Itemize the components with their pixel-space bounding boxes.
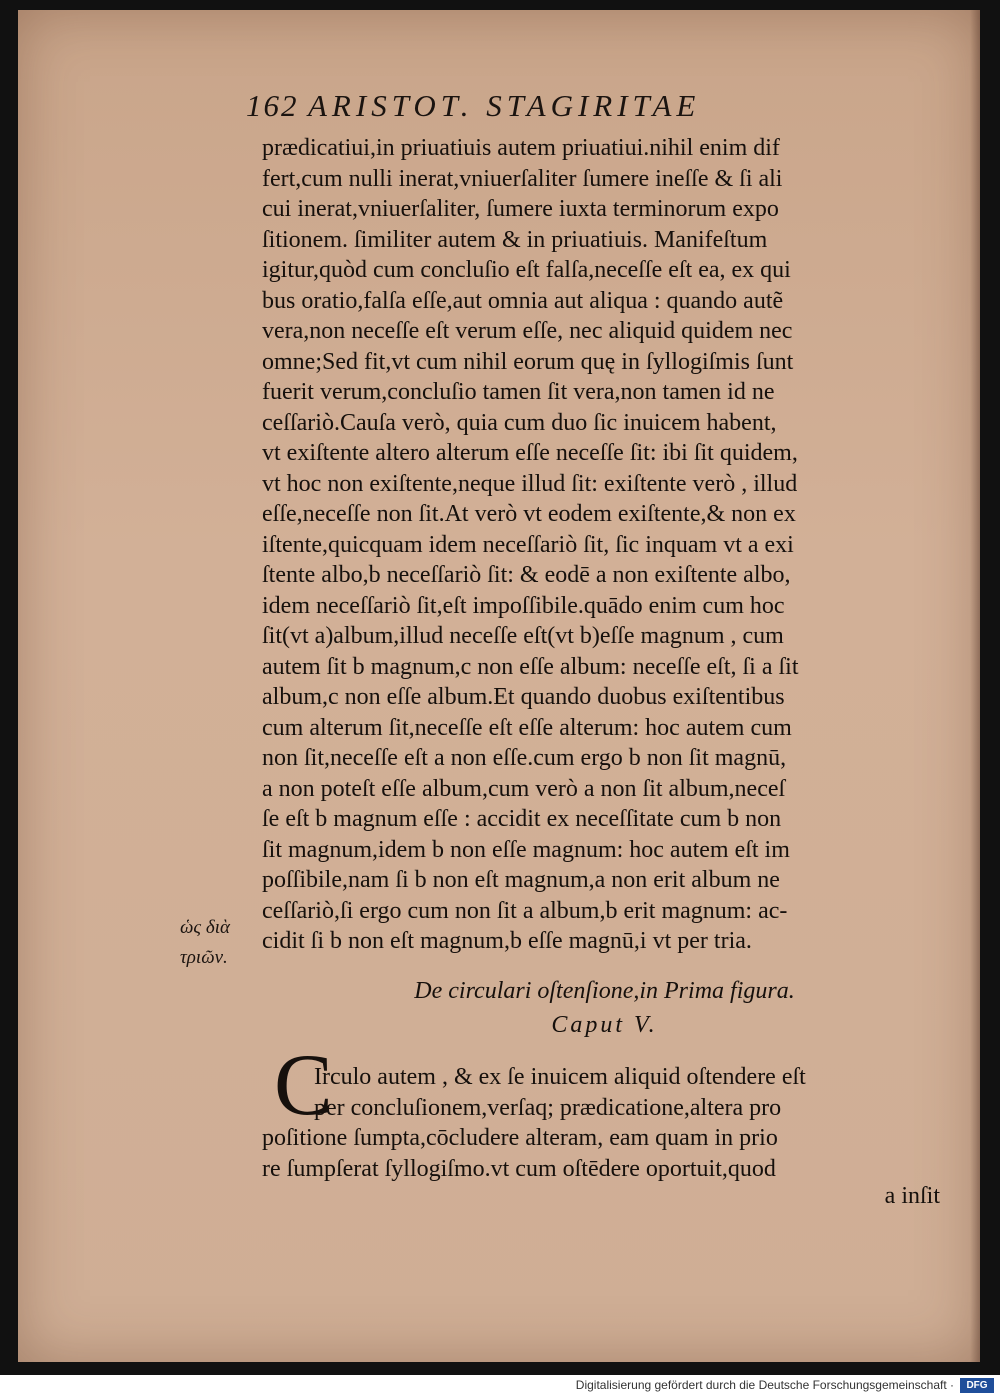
marginal-note — [180, 913, 260, 973]
text-line: fuerit verum,concluſio tamen ſit vera,non tamen id ne — [262, 379, 775, 405]
text-line: iſtente,quicquam idem neceſſariò ſit, ſic inquam vt a exi — [262, 531, 794, 558]
text-line: non ſit,neceſſe eſt a non eſſe.cum ergo b non ſit magnū, — [262, 745, 787, 771]
catchword: a inſit — [884, 1183, 940, 1209]
text-line: igitur,quòd cum concluſio eſt falſa,neceſſe eſt ea, ex qui — [262, 257, 791, 283]
text-line: ſe eſt b magnum eſſe : accidit ex neceſſitate cum b non — [262, 806, 782, 832]
text-line: per concluſionem,verſaq; prædicatione,altera pro — [314, 1094, 782, 1121]
text-line: album,c non eſſe album.Et quando duobus exiſtentibus — [262, 684, 785, 710]
text-line: ſit(vt a)album,illud neceſſe eſt(vt b)eſſe magnum , cum — [262, 623, 784, 649]
text-line: a non poteſt eſſe album,cum verò a non ſit album,neceſ — [262, 775, 786, 802]
marginal-note-line: ὡς διὰ — [180, 917, 230, 938]
text-line: prædicatiui,in priuatiuis autem priuatiui.nihil enim dif — [262, 135, 780, 161]
drop-cap-initial: C — [274, 1037, 333, 1134]
text-line: cum alterum ſit,neceſſe eſt eſſe alterum: hoc autem cum — [262, 714, 792, 741]
text-line: vera,non neceſſe eſt verum eſſe, nec aliquid quidem nec — [262, 318, 793, 344]
text-line: ſitionem. ſimiliter autem & in priuatiuis. Manifeſtum — [262, 226, 768, 253]
text-line: fert,cum nulli inerat,vniuerſaliter ſumere ineſſe & ſi ali — [262, 165, 783, 192]
text-line: Irculo autem , & ex ſe inuicem aliquid oſtendere eſt — [314, 1064, 806, 1090]
running-header — [246, 88, 846, 128]
chapter-text — [262, 1062, 947, 1184]
text-line: autem ſit b magnum,c non eſſe album: neceſſe eſt, ſi a ſit — [262, 653, 799, 680]
text-line: omne;Sed fit,vt cum nihil eorum quę in ſyllogiſmis ſunt — [262, 348, 794, 375]
text-line: poſitione ſumpta,cōcludere alteram, eam quam in prio — [262, 1125, 778, 1151]
text-line: poſſibile,nam ſi b non eſt magnum,a non erit album ne — [262, 867, 780, 893]
text-line: re ſumpſerat ſyllogiſmo.vt cum oſtēdere oportuit,quod — [262, 1155, 776, 1182]
page-number: 162 — [246, 88, 299, 123]
page-edge-shadow — [970, 10, 980, 1362]
marginal-note-line: τριῶν. — [180, 947, 228, 968]
text-line: idem neceſſariò ſit,eſt impoſſibile.quādo enim cum hoc — [262, 592, 785, 619]
chapter-title: De circulari oſtenſione,in Prima figura. — [414, 978, 795, 1004]
text-line: ſit magnum,idem b non eſſe magnum: hoc autem eſt im — [262, 836, 790, 863]
chapter-number: Caput V. — [551, 1012, 658, 1038]
running-title: ARISTOT. STAGIRITAE — [308, 88, 701, 123]
text-line: bus oratio,falſa eſſe,aut omnia aut aliqua : quando autẽ — [262, 287, 784, 314]
body-text — [262, 133, 947, 957]
footer-bar — [0, 1375, 1000, 1397]
text-line: cui inerat,vniuerſaliter, ſumere iuxta terminorum expo — [262, 196, 779, 222]
funding-credit: Digitalisierung gefördert durch die Deutsche Forschungsgemeinschaft · — [575, 1378, 954, 1392]
text-line: eſſe,neceſſe non ſit.At verò vt eodem exiſtente,& non ex — [262, 501, 796, 527]
text-line: ceſſariò,ſi ergo cum non ſit a album,b erit magnum: ac- — [262, 897, 788, 924]
dfg-logo: DFG — [960, 1378, 994, 1393]
text-line: vt exiſtente altero alterum eſſe neceſſe ſit: ibi ſit quidem, — [262, 440, 798, 466]
text-line: cidit ſi b non eſt magnum,b eſſe magnū,i vt per tria. — [262, 928, 752, 954]
text-line: ceſſariò.Cauſa verò, quia cum duo ſic inuicem habent, — [262, 409, 777, 436]
text-line: ſtente albo,b neceſſariò ſit: & eodē a non exiſtente albo, — [262, 562, 791, 588]
text-line: vt hoc non exiſtente,neque illud ſit: exiſtente verò , illud — [262, 470, 798, 497]
